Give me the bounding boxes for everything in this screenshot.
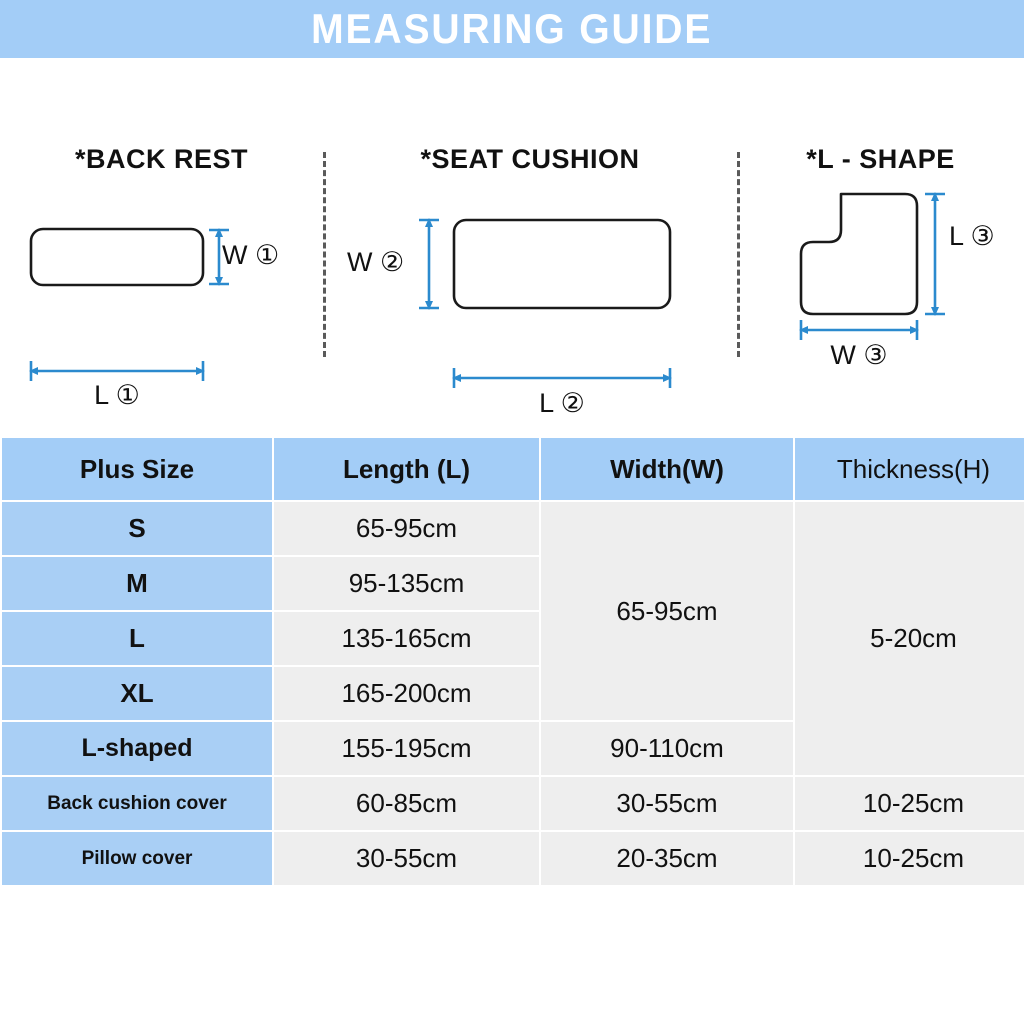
cell-size: Back cushion cover [2,777,272,830]
cell-size: M [2,557,272,610]
diagram-title-seat-cushion: *SEAT CUSHION [420,144,640,174]
cell-length: 95-135cm [274,557,539,610]
table-row [2,502,1024,555]
cell-length: 135-165cm [274,612,539,665]
cell-size: S [2,502,272,555]
l-shape-width-dimension [801,320,917,340]
seat-cushion-width-dimension [419,220,439,308]
seat-cushion-length-dimension [454,368,670,388]
back-rest-length-label: L ① [94,380,140,410]
l-shape-length-dimension [925,194,945,314]
cell-size: Pillow cover [2,832,272,885]
l-shape-width-label: W ③ [830,340,888,370]
table-header-row [2,438,1024,500]
diagram-title-l-shape: *L - SHAPE [806,144,955,174]
column-header-plus-size: Plus Size [2,438,272,500]
cell-width: 30-55cm [541,777,793,830]
cell-thickness: 10-25cm [795,777,1024,830]
back-rest-shape [31,229,203,285]
cell-size: L-shaped [2,722,272,775]
cell-length: 65-95cm [274,502,539,555]
seat-cushion-shape [454,220,670,308]
diagram-strip [0,58,1024,428]
cell-length: 155-195cm [274,722,539,775]
cell-length: 60-85cm [274,777,539,830]
size-chart-table [0,436,1024,887]
table-row [2,832,1024,885]
l-shape-length-label: L ③ [949,221,995,251]
cell-size: L [2,612,272,665]
diagram-panel-back-rest [0,58,323,428]
column-header-length: Length (L) [274,438,539,500]
seat-cushion-width-label: W ② [347,247,405,277]
diagram-title-back-rest: *BACK REST [74,144,248,174]
cell-thickness-merged: 5-20cm [795,502,1024,775]
column-header-width: Width(W) [541,438,793,500]
panel-divider-1 [323,152,326,357]
back-rest-length-dimension [31,361,203,381]
column-header-thickness: Thickness(H) [795,438,1024,500]
header-banner [0,0,1024,58]
cell-width-merged: 65-95cm [541,502,793,720]
diagram-panel-l-shape [737,58,1024,428]
back-rest-width-label: W ① [222,240,280,270]
cell-length: 30-55cm [274,832,539,885]
page-title: MEASURING GUIDE [311,5,713,52]
seat-cushion-figure [323,58,737,428]
cell-thickness: 10-25cm [795,832,1024,885]
cell-width: 20-35cm [541,832,793,885]
l-shape-outline [801,194,917,314]
diagram-panel-seat-cushion [323,58,737,428]
panel-divider-2 [737,152,740,357]
table-row [2,777,1024,830]
cell-length: 165-200cm [274,667,539,720]
cell-size: XL [2,667,272,720]
cell-width: 90-110cm [541,722,793,775]
seat-cushion-length-label: L ② [539,388,585,418]
